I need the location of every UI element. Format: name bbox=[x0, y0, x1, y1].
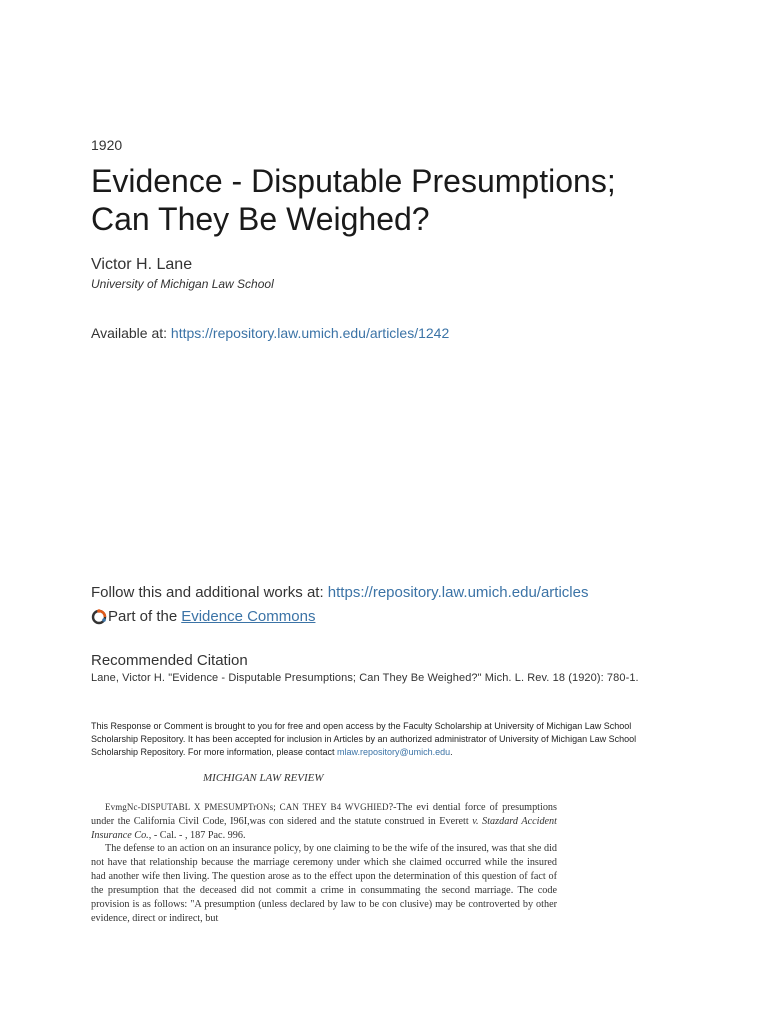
recommended-citation-text: Lane, Victor H. "Evidence - Disputable Presumptions; Can They Be Weighed?" Mich. L. Rev. 18 (1920): 780-1. bbox=[91, 672, 639, 684]
notice-text: This Response or Comment is brought to you for free and open access by the Faculty Scholarship at University of Michigan Law School Scholarship Repository. It has been accepted for inclusion in Articles by an authorized administrator of University of Michigan Law School Scholarship Repository. For more information, please contact bbox=[91, 721, 637, 757]
scan-paragraph-2-text: The defense to an action on an insurance policy, by one claiming to be the wife of the insured, was that she did not have that relationship because the marriage ceremony under which she claimed occurred while the insured had another wife then living. The question arose as to the effect upon the determination of this question of fact of the presumption that the deceased did not commit a crime in consummating the second marriage. The code provision is as follows: "A presumption (unless declared by law to be con clusive) may be controverted by other evidence, direct or indirect, but bbox=[91, 843, 557, 924]
scan-paragraph-1-text: ?-The evi dential force of presumptions under the California Civil Code, I96I,was con sidered and the statute construed in Everett bbox=[91, 802, 557, 827]
part-of-label: Part of the bbox=[108, 608, 178, 625]
scan-paragraph-2 bbox=[91, 842, 557, 926]
article-url-link[interactable]: https://repository.law.umich.edu/articles/1242 bbox=[170, 325, 450, 341]
article-title bbox=[91, 162, 691, 238]
scan-paragraph-1 bbox=[91, 800, 557, 843]
case-citation: , - Cal. - , 187 Pac. 996. bbox=[148, 830, 246, 841]
repository-notice bbox=[91, 720, 671, 759]
journal-header: MICHIGAN LAW REVIEW bbox=[203, 772, 324, 784]
follow-label: Follow this and additional works at: bbox=[91, 584, 328, 601]
recommended-citation-heading: Recommended Citation bbox=[91, 652, 248, 669]
available-label: Available at: bbox=[91, 325, 171, 341]
evidence-commons-link[interactable]: Evidence Commons bbox=[181, 608, 316, 625]
commons-network-icon bbox=[91, 609, 107, 625]
scan-paragraph-1-caps: EvmgNc-DISPUTABL X PMESUMPTrONs; CAN THEY B4 WVGHIED bbox=[105, 802, 389, 812]
publication-year: 1920 bbox=[91, 137, 123, 153]
notice-end: . bbox=[450, 747, 453, 757]
title-line-2: Can They Be Weighed? bbox=[91, 201, 430, 237]
title-line-1: Evidence - Disputable Presumptions; bbox=[91, 163, 616, 199]
author-affiliation: University of Michigan Law School bbox=[91, 277, 274, 291]
follow-works bbox=[91, 584, 588, 601]
author-name: Victor H. Lane bbox=[91, 256, 193, 273]
available-at bbox=[91, 325, 449, 341]
repository-email-link[interactable]: mlaw.repository@umich.edu bbox=[336, 747, 451, 757]
articles-url-link[interactable]: https://repository.law.umich.edu/articles bbox=[327, 584, 589, 601]
part-of-commons bbox=[91, 608, 315, 625]
case-name: v. Stazdard Accident Insurance Co. bbox=[91, 816, 557, 841]
